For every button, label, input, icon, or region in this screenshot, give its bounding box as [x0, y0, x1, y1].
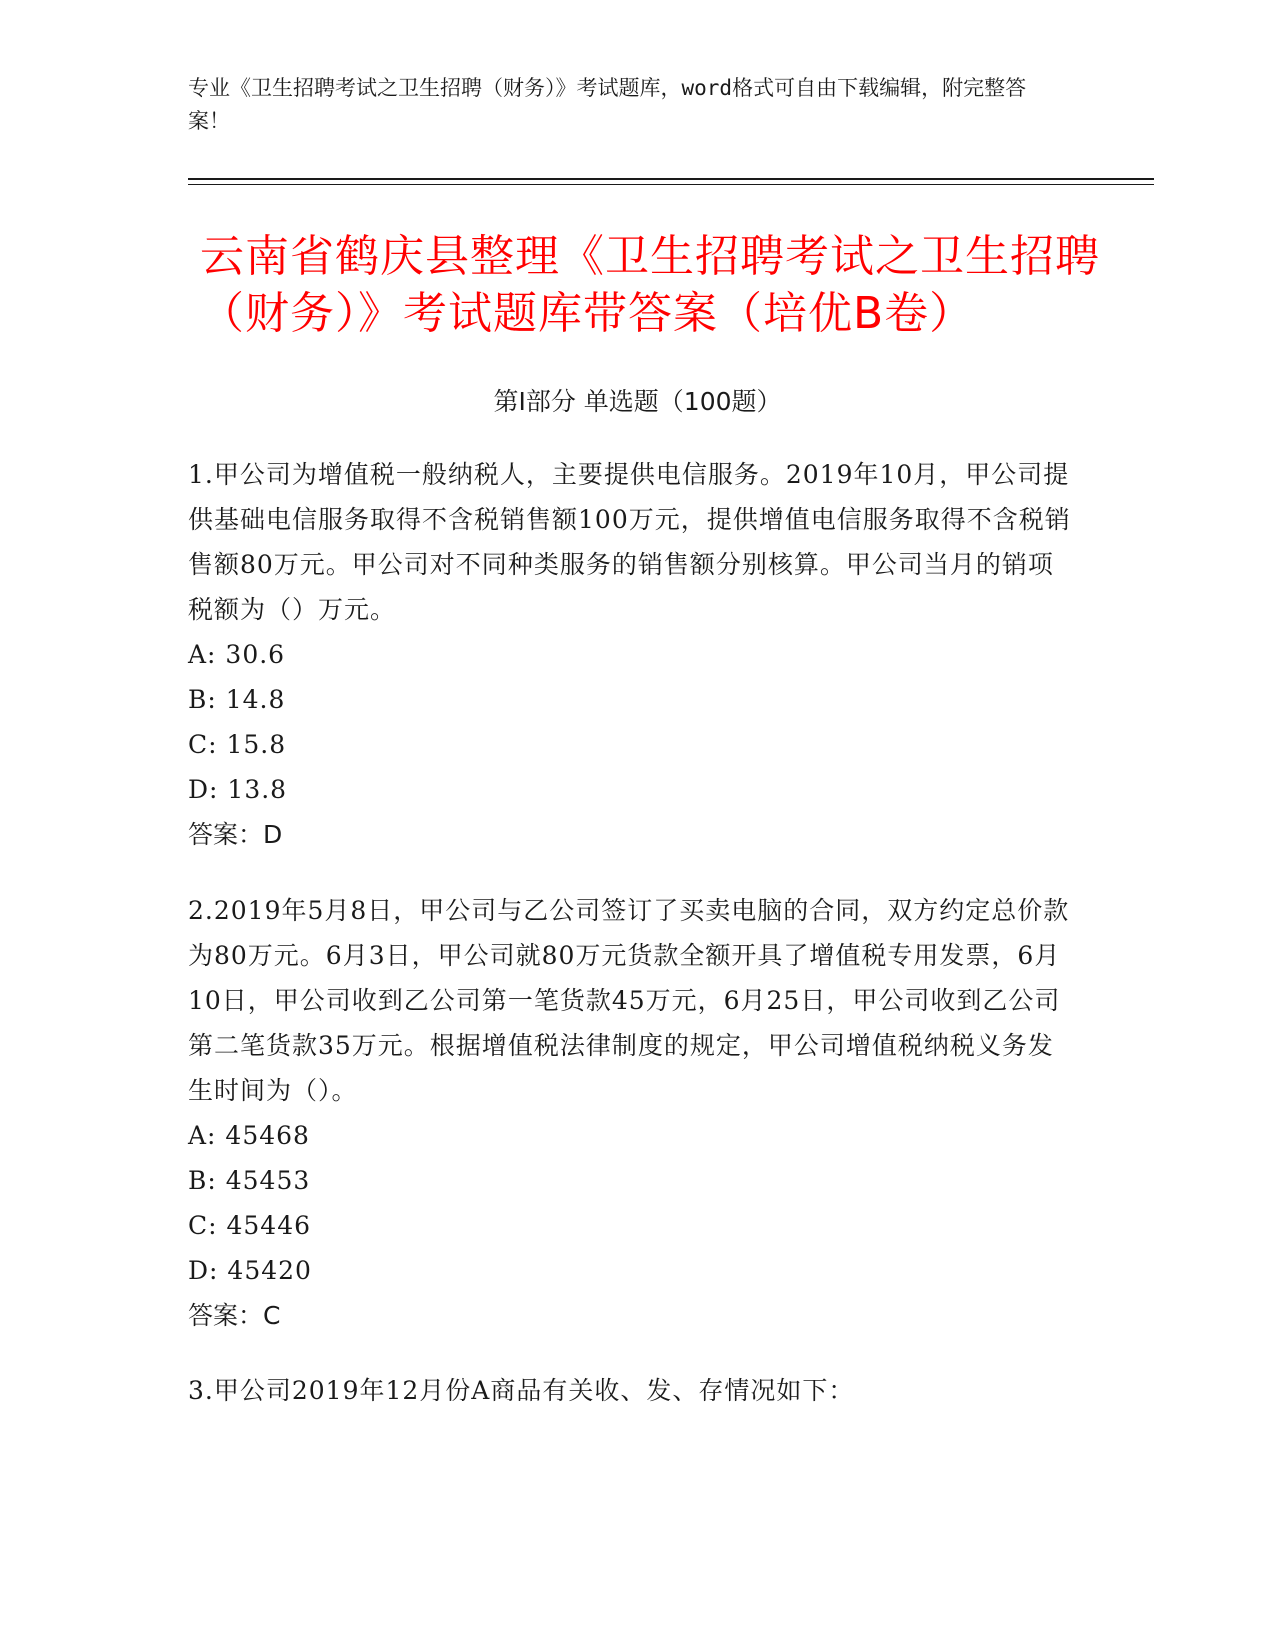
document-title: 云南省鹤庆县整理《卫生招聘考试之卫生招聘（财务）》考试题库带答案（培优B卷） [200, 231, 1100, 339]
answer: 答案：C [188, 1301, 281, 1330]
answer: 答案：D [188, 820, 283, 849]
header-divider-thick [188, 178, 1154, 180]
section-heading: 第I部分 单选题（100题） [493, 387, 782, 416]
option-a: A: 30.6 [188, 640, 286, 669]
question-stem: 1.甲公司为增值税一般纳税人，主要提供电信服务。2019年10月，甲公司提供基础电信服务取得不含税销售额100万元，提供增值电信服务取得不含税销售额80万元。甲公司对不同种类服务的销售额分别核算。甲公司当月的销项税额为（）万元。 [188, 460, 1071, 624]
option-c: C: 15.8 [188, 730, 287, 759]
question-3 [188, 1368, 1078, 1413]
header-divider-thin [188, 184, 1154, 185]
header-note: 专业《卫生招聘考试之卫生招聘（财务）》考试题库，word格式可自由下载编辑，附完整答案！ [188, 76, 1027, 133]
option-d: D: 45420 [188, 1256, 312, 1285]
question-stem: 2.2019年5月8日，甲公司与乙公司签订了买卖电脑的合同，双方约定总价款为80万元。6月3日，甲公司就80万元货款全额开具了增值税专用发票，6月10日，甲公司收到乙公司第一笔货款45万元，6月25日，甲公司收到乙公司第二笔货款35万元。根据增值税法律制度的规定，甲公司增值税纳税义务发生时间为（）。 [188, 896, 1070, 1105]
option-a: A: 45468 [188, 1121, 310, 1150]
option-c: C: 45446 [188, 1211, 312, 1240]
option-b: B: 14.8 [188, 685, 286, 714]
option-d: D: 13.8 [188, 775, 288, 804]
option-b: B: 45453 [188, 1166, 311, 1195]
question-stem: 3.甲公司2019年12月份A商品有关收、发、存情况如下： [188, 1376, 855, 1405]
question-1 [188, 452, 1078, 857]
question-2 [188, 888, 1078, 1338]
